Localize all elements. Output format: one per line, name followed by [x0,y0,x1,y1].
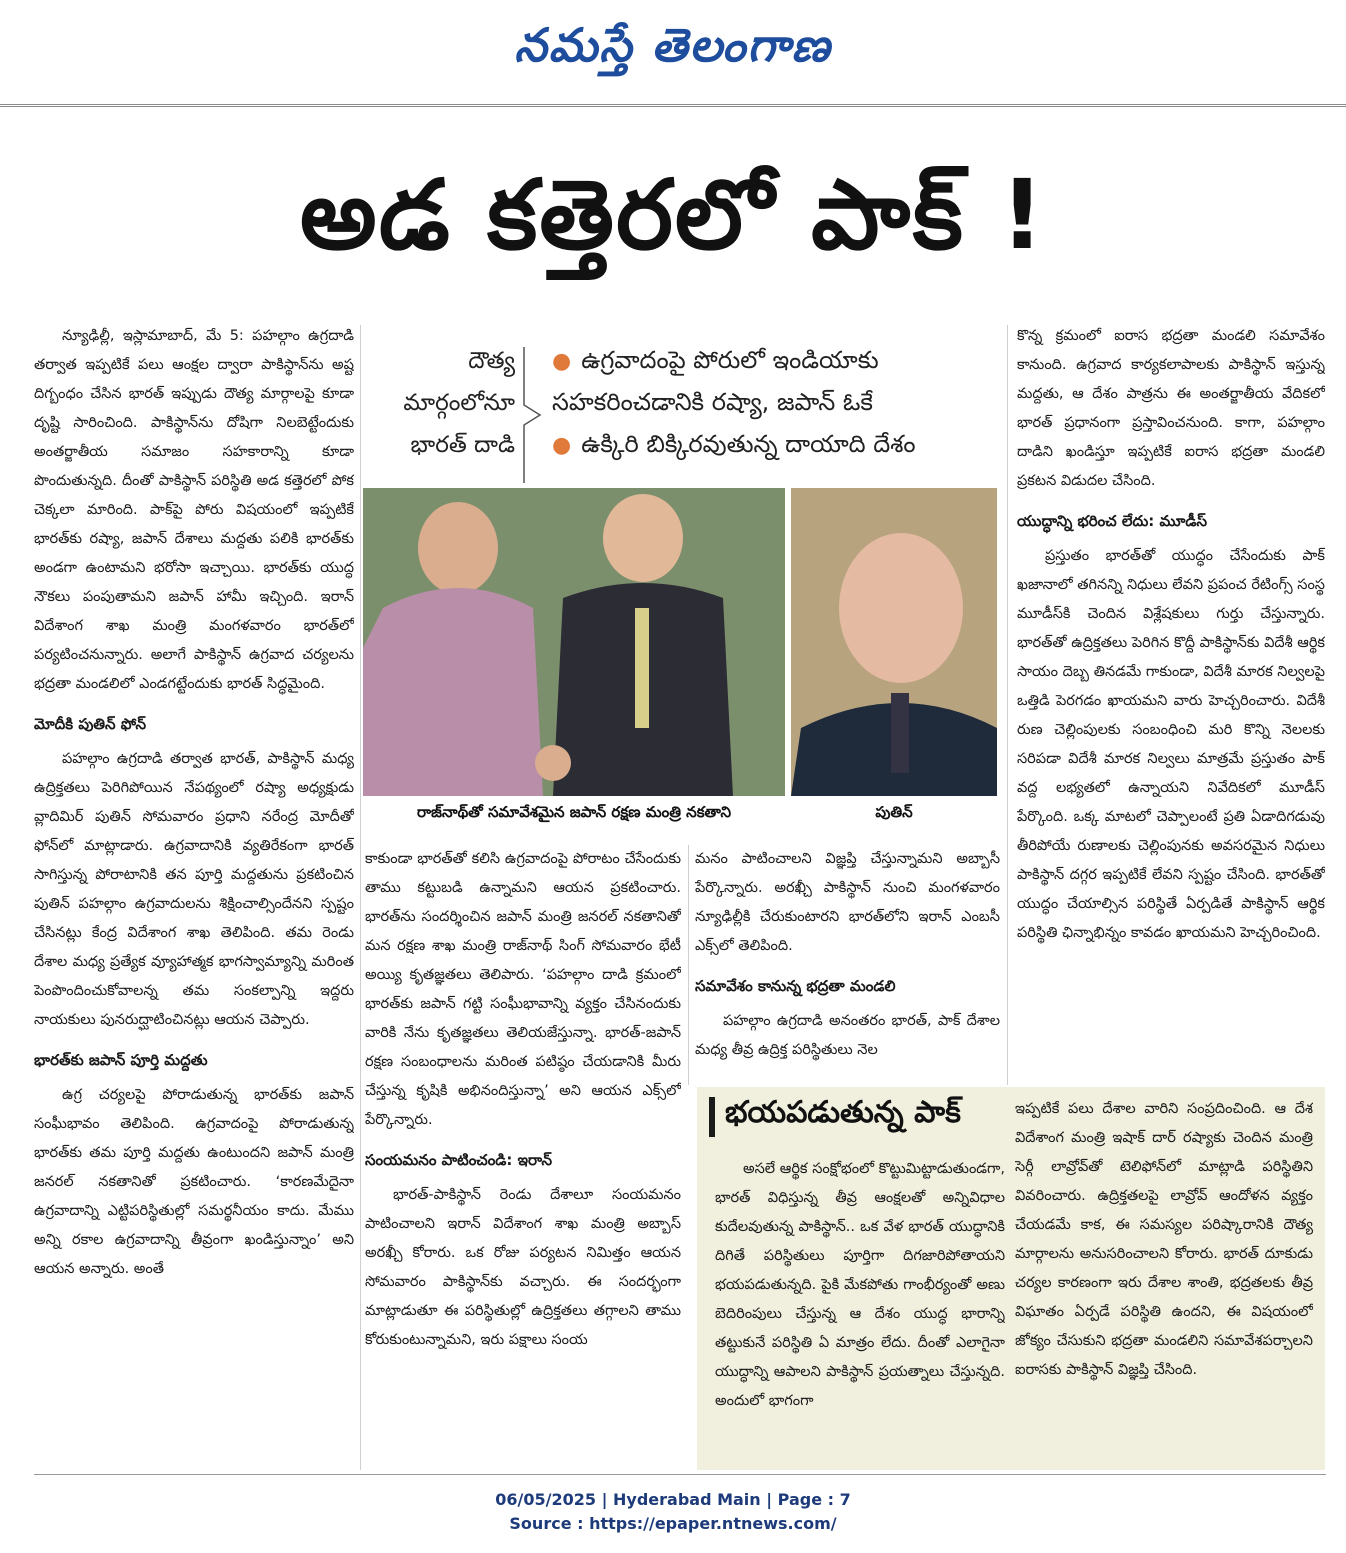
photo-illustration [363,488,785,796]
subheading: మోదీకి పుతిన్ ఫోన్ [34,715,147,733]
column-divider [1007,325,1008,1085]
column-3 [695,845,1000,1070]
photo-illustration [791,488,997,796]
article-paragraph: అసలే ఆర్థిక సంక్షోభంలో కొట్టుమిట్టాడుతుండగా, భారత్ విధిస్తున్న తీవ్ర ఆంక్షలతో అన్నివిధాల కుదేలవుతున్న పాకిస్థాన్.. ఒక వేళ భారత్ యుద్ధానికి దిగితే పరిస్థితులు పూర్తిగా దిగజారిపోతాయని భయపడుతున్నది. పైకి మేకపోతు గాంభీర్యంతో అణు బెదిరింపులు చేస్తున్న ఆ దేశం యుద్ధ భారాన్ని తట్టుకునే పరిస్థితి ఏ మాత్రం లేదు. దీంతో ఎలాగైనా యుద్ధాన్ని ఆపాలని పాకిస్థాన్ ప్రయత్నాలు చేస్తున్నది. అందులో భాగంగా [715,1161,1005,1409]
deck-left [365,340,515,466]
footer-dateline: 06/05/2025 | Hyderabad Main | Page : 7 [495,1490,851,1509]
masthead-logo: నమస్తే తెలంగాణ [514,18,832,72]
subheading: సంయమనం పాటించండి: ఇరాన్ [365,1151,553,1169]
deck-line: దౌత్య [468,348,515,374]
bullet-icon: ● [552,349,572,374]
subheading: యుద్ధాన్ని భరించ లేదు: మూడీస్ [1017,512,1208,530]
deck-line: మార్గంలోనూ [403,390,515,416]
photo-rajnath-nakatani [363,488,785,796]
column-2 [365,845,681,1470]
article-paragraph: ఉగ్ర చర్యలపై పోరాడుతున్న భారత్‌కు జపాన్ సంఘీభావం తెలిపింది. ఉగ్రవాదంపై పోరాడుతున్న భారత్‌కు తమ పూర్తి మద్దతు ఉంటుందని జపాన్ మంత్రి జనరల్ నకతానితో ప్రకటించారు. ‘కారణమేదైనా ఉగ్రవాదాన్ని ఎట్టిపరిస్థితుల్లో సమర్థనీయం కాదు. మేము అన్ని రకాల ఉగ్రవాదాన్ని తీవ్రంగా ఖండిస్తున్నాం’ అని ఆయన అన్నారు. అంతే [34,1087,354,1277]
article-paragraph: పహల్గాం ఉగ్రదాడి అనంతరం భారత్, పాక్ దేశాల మధ్య తీవ్ర ఉద్రిక్త పరిస్థితులు నెల [695,1013,1000,1058]
column-divider [360,325,361,1470]
bullet-icon: ● [552,433,572,458]
box-column-right [1015,1095,1313,1465]
bottom-rule [34,1474,1326,1475]
article-paragraph: కొన్న క్రమంలో ఐరాస భద్రతా మండలి సమావేశం కానుంది. ఉగ్రవాద కార్యకలాపాలకు పాకిస్థాన్ ఇస్తున్న మద్దతు, ఆ దేశం పాత్రను ఈ అంతర్జాతీయ వేదికలో భారత్ ప్రధానంగా ప్రస్తావించనుంది. కాగా, పహల్గాం దాడిని ఖండిస్తూ ఇప్పటికే ఐరాస భద్రతా మండలి ప్రకటన విడుదల చేసింది. [1017,328,1325,489]
article-paragraph: భారత్-పాకిస్థాన్ రెండు దేశాలూ సంయమనం పాటించాలని ఇరాన్ విదేశాంగ శాఖ మంత్రి అబ్బాస్ అరఖ్చీ కోరారు. ఒక రోజు పర్యటన నిమిత్తం ఆయన సోమవారం పాకిస్థాన్‌కు వచ్చారు. ఈ సందర్భంగా మాట్లాడుతూ ఈ పరిస్థితుల్లో ఉద్రిక్తతలు తగ్గాలని తాము కోరుకుంటున్నామని, ఇరు పక్షాలు సంయ [365,1187,681,1348]
masthead [0,0,1346,100]
footer-source: Source : https://epaper.ntnews.com/ [509,1514,837,1533]
box-marker [709,1097,715,1137]
headline: అడ కత్తెరలో పాక్ ! [299,159,1047,271]
photo-caption: రాజ్‌నాథ్‌తో సమావేశమైన జపాన్ రక్షణ మంత్రి నకతాని [416,803,732,821]
brace-icon [522,345,544,485]
deck-line: భారత్ దాడి [410,432,515,458]
deck-bullet: ● ఉగ్రవాదంపై పోరులో ఇండియాకు సహకరించడానికి రష్యా, జపాన్ ఓకే [552,346,879,416]
box-column-left [715,1155,1005,1465]
article-paragraph: మనం పాటించాలని విజ్ఞప్తి చేస్తున్నామని అబ్బాసీ పేర్కొన్నారు. అరఖ్చీ పాకిస్థాన్ నుంచి మంగళవారం న్యూఢిల్లీకి చేరుకుంటారని భారత్‌లోని ఇరాన్ ఎంబసీ ఎక్స్‌లో తెలిపింది. [695,851,1000,954]
deck-bullets [552,340,997,466]
article-paragraph: ఇప్పటికే పలు దేశాల వారిని సంప్రదించింది. ఆ దేశ విదేశాంగ మంత్రి ఇషాక్ దార్ రష్యాకు చెందిన మంత్రి సెర్గీ లావ్రోవ్‌తో టెలిఫోన్‌లో మాట్లాడి పరిస్థితిని వివరించారు. ఉద్రిక్తతలపై లావ్రోవ్ ఆందోళన వ్యక్తం చేయడమే కాక, ఈ సమస్యల పరిష్కారానికి దౌత్య మార్గాలను అనుసరించాలని కోరారు. భారత్ దూకుడు చర్యల కారణంగా ఇరు దేశాల శాంతి, భద్రతలకు తీవ్ర విఘాతం ఏర్పడే పరిస్థితి ఉందని, ఈ విషయంలో జోక్యం చేసుకుని భద్రతా మండలిని సమావేశపర్చాలని ఐరాసకు పాకిస్థాన్ విజ్ఞప్తి చేసింది. [1015,1101,1313,1378]
sidebar-box [697,1087,1325,1470]
photo-putin [791,488,997,796]
article-paragraph: పహల్గాం ఉగ్రదాడి తర్వాత భారత్, పాకిస్థాన్ మధ్య ఉద్రిక్తతలు పెరిగిపోయిన నేపథ్యంలో రష్యా అధ్యక్షుడు వ్లాదిమిర్ పుతిన్ సోమవారం ప్రధాని నరేంద్ర మోదీతో ఫోన్‌లో మాట్లాడారు. ఉగ్రవాదానికి వ్యతిరేకంగా భారత్ సాగిస్తున్న పోరాటానికి తన పూర్తి మద్దతును ప్రకటించిన పుతిన్ పహల్గాం ఉగ్రవాదులను శిక్షించాల్సిందేనని స్పష్టం చేసినట్లు కేంద్ర విదేశాంగ శాఖ తెలిపింది. తమ రెండు దేశాల మధ్య ప్రత్యేక వ్యూహాత్మక భాగస్వామ్యాన్ని మరింత పెంపొందించుకోవాలన్న తమ సంకల్పాన్ని ఇద్దరు నాయకులు పునరుద్ఘాటించినట్లు ఆయన చెప్పారు. [34,751,354,1028]
article-paragraph: కాకుండా భారత్‌తో కలిసి ఉగ్రవాదంపై పోరాటం చేసేందుకు తాము కట్టుబడి ఉన్నామని ఆయన ప్రకటించారు. భారత్‌ను సందర్శించిన జపాన్ మంత్రి జనరల్ నకతానితో మన రక్షణ శాఖ మంత్రి రాజ్‌నాథ్ సింగ్ సోమవారం భేటీ అయ్యి కృతజ్ఞతలు తెలిపారు. ‘పహల్గాం దాడి క్రమంలో భారత్‌కు జపాన్ గట్టి సంఘీభావాన్ని వ్యక్తం చేసినందుకు వారికి నేను కృతజ్ఞతలు తెలియజేస్తున్నా. భారత్-జపాన్ రక్షణ సంబంధాలను మరింత పటిష్ఠం చేయడానికి మీరు చేస్తున్న కృషికి అభినందిస్తున్నా’ అని ఆయన ఎక్స్‌లో పేర్కొన్నారు. [365,851,681,1128]
column-1 [34,322,354,1472]
subheading: సమావేశం కానున్న భద్రతా మండలి [695,977,896,995]
box-title: భయపడుతున్న పాక్ [725,1095,961,1130]
article-paragraph: న్యూఢిల్లీ, ఇస్లామాబాద్, మే 5: పహల్గాం ఉగ్రదాడి తర్వాత ఇప్పటికే పలు ఆంక్షల ద్వారా పాకిస్థాన్‌ను అష్ట దిగ్బంధం చేసిన భారత్ ఇప్పుడు దౌత్య మార్గాలపై కూడా దృష్టి సారించింది. పాకిస్థాన్‌ను దోషిగా నిలబెట్టేందుకు అంతర్జాతీయ సమాజం సహకారాన్ని కూడా పొందుతున్నది. దీంతో పాకిస్థాన్ పరిస్థితి అడ కత్తెరలో పోక చెక్కలా మారింది. పాక్‌పై పోరు విషయంలో ఇప్పటికే భారత్‌కు రష్యా, జపాన్ దేశాలు మద్దతు పలికి భారత్‌కు అండగా ఉంటామని భరోసా ఇచ్చాయి. భారత్‌కు యుద్ధ నౌకలు పంపుతామని జపాన్ హామీ ఇచ్చింది. ఇరాన్ విదేశాంగ శాఖ మంత్రి మంగళవారం భారత్‌లో పర్యటించనున్నారు. అలాగే పాకిస్థాన్ ఉగ్రవాద చర్యలను భద్రతా మండలిలో ఎండగట్టేందుకు భారత్ సిద్ధమైంది. [34,328,354,692]
article-paragraph: ప్రస్తుతం భారత్‌తో యుద్ధం చేసేందుకు పాక్ ఖజానాలో తగినన్ని నిధులు లేవని ప్రపంచ రేటింగ్స్ సంస్థ మూడీస్‌కి చెందిన విశ్లేషకులు గుర్తు చేస్తున్నారు. భారత్‌తో ఉద్రిక్తతలు పెరిగిన కొద్దీ పాకిస్థాన్‌కు విదేశీ ఆర్థిక సాయం దెబ్బ తినడమే గాకుండా, విదేశీ మారక నిల్వలపై ఒత్తిడి పెరగడం ఖాయమని వారు హెచ్చరించారు. విదేశీ రుణ చెల్లింపులకు సంబంధించి మరి కొన్ని నెలలకు సరిపడా విదేశీ మారక నిల్వలు మాత్రమే ప్రస్తుతం పాక్ వద్ద లభ్యతలో ఉన్నాయని నివేదికలో మూడీస్ పేర్కొంది. ఒక్క మాటలో చెప్పాలంటే ప్రతి ఏడాదిగడువు తీరిపోయే రుణాలకు చెల్లింపునకు అవసరమైన నిధులు పాకిస్థాన్ దగ్గర ఇప్పటికే లేవని స్పష్టం చేసింది. భారత్‌తో యుద్ధం చేయాల్సిన పరిస్థితే ఏర్పడితే పాకిస్థాన్ ఆర్థిక పరిస్థితి ఛిన్నాభిన్నం కావడం ఖాయమని హెచ్చరించింది. [1017,548,1325,941]
masthead-rule [0,104,1346,107]
column-4 [1017,322,1325,1077]
subheading: భారత్‌కు జపాన్ పూర్తి మద్దతు [34,1051,208,1069]
column-divider [688,845,689,1085]
photo-caption: పుతిన్ [875,803,913,821]
deck-bullet: ● ఉక్కిరి బిక్కిరవుతున్న దాయాది దేశం [552,430,916,458]
